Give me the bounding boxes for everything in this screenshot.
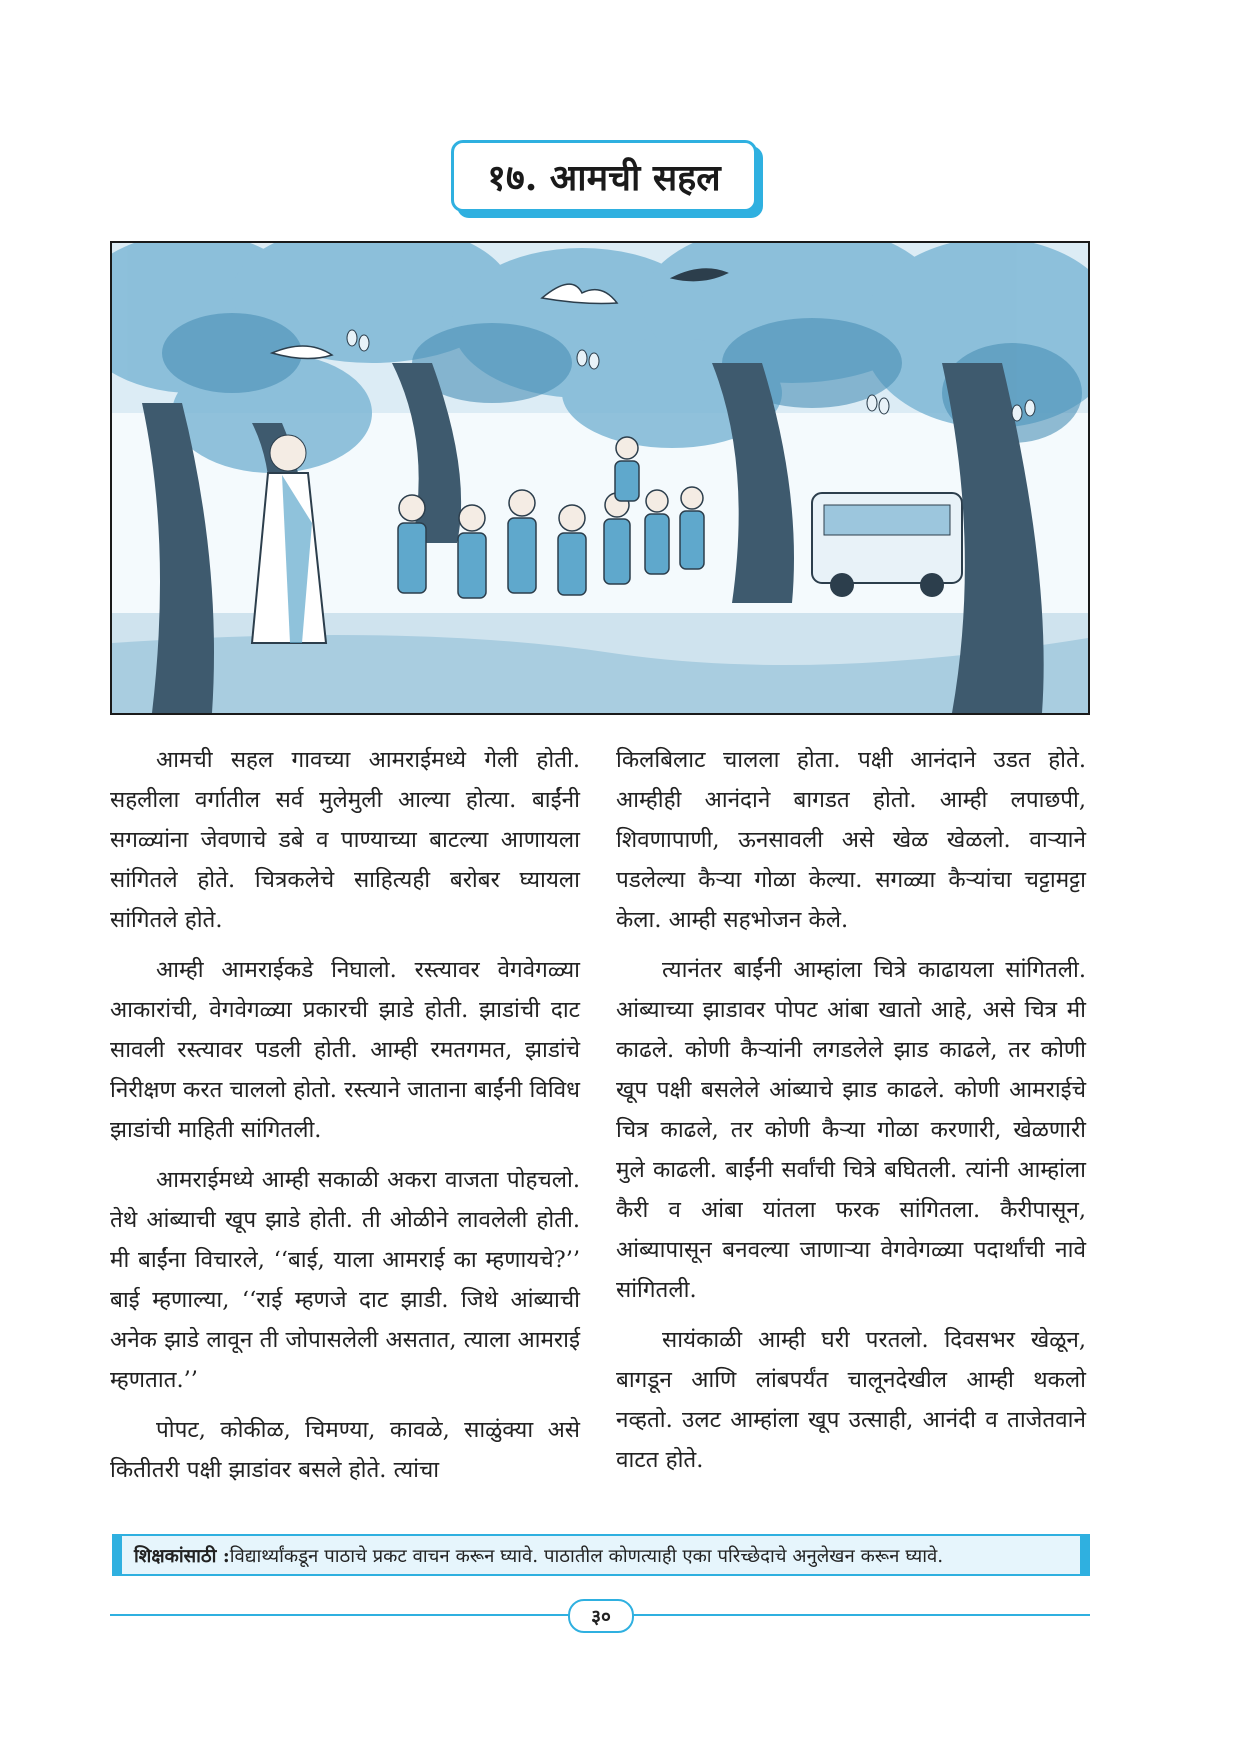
teacher-note-label: शिक्षकांसाठी : [134, 1545, 230, 1567]
lesson-title-box [451, 140, 757, 212]
paragraph: पोपट, कोकीळ, चिमण्या, कावळे, साळुंक्या असे कितीतरी पक्षी झाडांवर बसले होते. त्यांचा [110, 1417, 580, 1483]
bus-drawing [812, 493, 962, 597]
paragraph: सायंकाळी आम्ही घरी परतलो. दिवसभर खेळून, बागडून आणि लांबपर्यंत चालूनदेखील आम्ही थकलो नव्हतो. उलट आम्हांला खूप उत्साही, आनंदी व ताजेतवाने वाटत होते. [616, 1327, 1086, 1473]
paragraph: आमराईमध्ये आम्ही सकाळी अकरा वाजता पोहचलो. तेथे आंब्याची खूप झाडे होती. ती ओळीने लावलेली होती. मी बाईंना विचारले, ‘‘बाई, याला आमराई का म्हणायचे?’’ बाई म्हणाल्या, ‘‘राई म्हणजे दाट झाडी. जिथे आंब्याची अनेक झाडे लावून ती जोपासलेली असतात, त्याला आमराई म्हणतात.’’ [110, 1167, 580, 1393]
teacher-note-text: विद्यार्थ्यांकडून पाठाचे प्रकट वाचन करून घ्यावे. पाठातील कोणत्याही एका परिच्छेदाचे अनुलेखन करून घ्यावे. [229, 1545, 944, 1567]
teacher-note-box [112, 1534, 1090, 1576]
paragraph: त्यानंतर बाईंनी आम्हांला चित्रे काढायला सांगितली. आंब्याच्या झाडावर पोपट आंबा खातो आहे, असे चित्र मी काढले. कोणी कैऱ्यांनी लगडलेले झाड काढले, तर कोणी खूप पक्षी बसलेले आंब्याचे झाड काढले. कोणी आमराईचे चित्र काढले, तर कोणी कैऱ्या गोळा करणारी, खेळणारी मुले काढली. बाईंनी सर्वांची चित्रे बघितली. त्यांनी आम्हांला कैरी व आंबा यांतला फरक सांगितला. कैरीपासून, आंब्यापासून बनवल्या जाणाऱ्या वेगवेगळ्या पदार्थांची नावे सांगितली. [616, 957, 1086, 1303]
text-column-left [110, 740, 580, 1500]
page-number: ३० [568, 1599, 634, 1633]
paragraph: आम्ही आमराईकडे निघालो. रस्त्यावर वेगवेगळ्या आकारांची, वेगवेगळ्या प्रकारची झाडे होती. झाडांची दाट सावली रस्त्यावर पडली होती. आम्ही रमतगमत, झाडांचे निरीक्षण करत चाललो होतो. रस्त्याने जाताना बाईंनी विविध झाडांची माहिती सांगितली. [110, 957, 580, 1143]
paragraph: किलबिलाट चालला होता. पक्षी आनंदाने उडत होते. आम्हीही आनंदाने बागडत होतो. आम्ही लपाछपी, शिवणापाणी, ऊनसावली असे खेळ खेळलो. वाऱ्याने पडलेल्या कैऱ्या गोळा केल्या. सगळ्या कैऱ्यांचा चट्टामट्टा केला. आम्ही सहभोजन केले. [616, 747, 1086, 933]
paragraph: आमची सहल गावच्या आमराईमध्ये गेली होती. सहलीला वर्गातील सर्व मुलेमुली आल्या होत्या. बाईंनी सगळ्यांना जेवणाचे डबे व पाण्याच्या बाटल्या आणायला सांगितले होते. चित्रकलेचे साहित्यही बरोबर घ्यायला सांगितले होते. [110, 747, 580, 933]
lesson-title: १७. आमची सहल [487, 156, 721, 199]
text-column-right [616, 740, 1086, 1490]
illustration-drawing [112, 243, 1088, 713]
mango-grove-illustration [110, 241, 1090, 715]
